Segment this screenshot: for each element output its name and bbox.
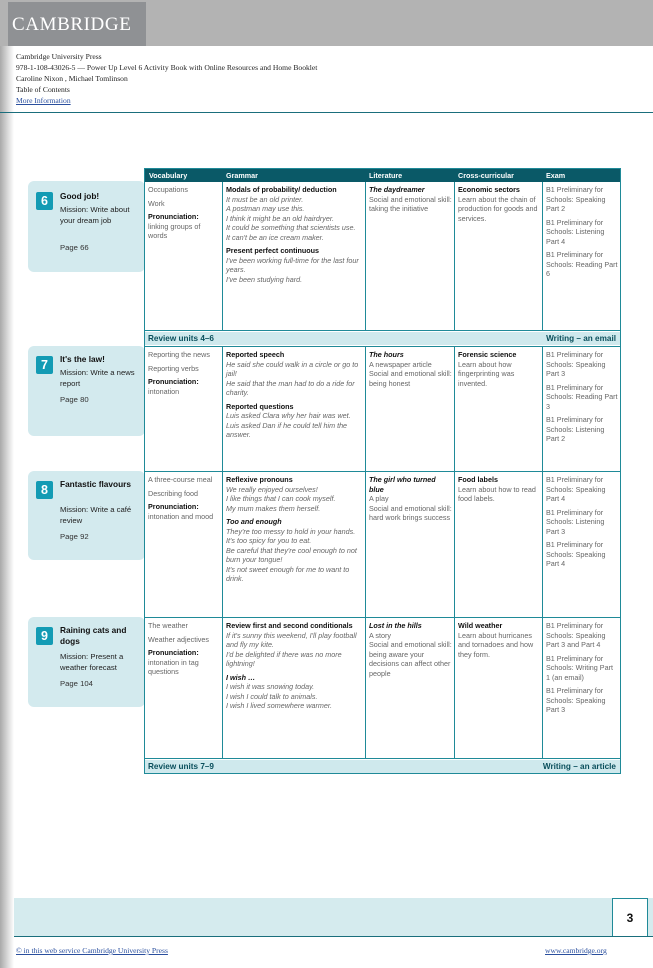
grammar-example: I like things that I can cook myself. [226,494,336,503]
col-line [542,182,543,330]
grammar-example: I wish it was snowing today. [226,682,315,691]
exam-item: B1 Preliminary for Schools: Listening Part 2 [546,415,605,443]
pronunciation-label: Pronunciation: [148,648,199,657]
literature-detail: Social and emotional skill: being aware your decisions can affect other people [369,640,452,678]
unit-title: It's the law! [60,354,105,364]
grammar-heading: Too and enough [226,517,282,526]
review-units-label: Review units 4–6 [148,334,214,343]
cross-curricular-cell [458,185,540,223]
cross-curricular-cell [458,350,540,388]
vocab-item: Describing food [148,488,198,498]
pronunciation-value: intonation [148,386,180,396]
row-line [145,758,620,759]
cross-curricular-cell [458,475,540,504]
unit-page: Page 80 [60,395,89,404]
toc-label: Table of Contents [16,85,70,94]
unit-box-7 [28,346,145,436]
vocab-item: The weather [148,621,188,630]
exam-item: B1 Preliminary for Schools: Listening Part 4 [546,217,605,246]
literature-detail: Social and emotional skill: taking the initiative [369,194,452,213]
row-line [145,471,620,472]
grammar-example: It's too spicy for you to eat. [226,536,312,545]
grammar-example: My mum makes them herself. [226,503,321,513]
vocabulary-cell [148,475,220,521]
pronunciation-label: Pronunciation: [148,502,199,511]
divider [14,936,653,937]
row-line [145,330,620,331]
unit-number: 7 [36,356,53,374]
literature-title: The girl who turned blue [369,475,436,494]
literature-detail: A story [369,630,391,640]
exam-item: B1 Preliminary for Schools: Speaking Part 2 [546,185,606,213]
exam-cell [546,185,618,279]
grammar-example: It must be an old printer. [226,194,304,204]
exam-item: B1 Preliminary for Schools: Reading Part 6 [546,250,618,278]
grammar-cell [226,350,362,440]
grammar-example: Luis asked Clara why her hair was wet. [226,411,351,420]
cross-curricular-title: Economic sectors [458,185,520,194]
unit-number: 6 [36,192,53,210]
grammar-example: I've been studying hard. [226,274,303,284]
literature-cell [369,621,452,678]
grammar-example: I think it might be an old hairdryer. [226,213,334,223]
grammar-example: It's not sweet enough for me to want to drink. [226,564,350,583]
col-header-vocabulary: Vocabulary [145,169,222,182]
grammar-example: I wish I lived somewhere warmer. [226,701,332,710]
unit-mission: Mission: Write about your dream job [60,205,130,225]
page-edge-shadow [0,0,14,968]
exam-item: B1 Preliminary for Schools: Writing Part 1 (an email) [546,653,613,682]
unit-number: 9 [36,627,53,645]
cross-curricular-detail: Learn about how fingerprinting was invented. [458,359,515,388]
row-line [145,346,620,347]
unit-number: 8 [36,481,53,499]
exam-cell [546,621,618,715]
vocab-item: Reporting verbs [148,363,199,373]
vocab-item: Work [148,198,165,208]
literature-detail: A play [369,494,389,503]
review-row-7-9 [145,760,620,773]
cross-curricular-detail: Learn about the chain of production for goods and services. [458,194,538,223]
exam-item: B1 Preliminary for Schools: Speaking Part 4 [546,540,606,568]
grammar-heading: Reported questions [226,401,294,411]
unit-title: Raining cats and dogs [60,625,127,646]
grammar-example: We really enjoyed ourselves! [226,484,318,494]
pronunciation-value: intonation and mood [148,511,214,521]
grammar-heading: Reflexive pronouns [226,475,293,484]
review-writing-label: Writing – an article [542,762,616,771]
unit-title: Fantastic flavours [60,479,132,489]
copyright-link[interactable]: © in this web service Cambridge University Press [16,946,168,955]
unit-page: Page 104 [60,679,93,688]
vocabulary-cell [148,621,220,677]
grammar-example: He said that the man had to do a ride for charity. [226,378,355,397]
more-information-link[interactable]: More Information [16,96,71,105]
grammar-cell [226,185,362,284]
header-bar [0,0,653,46]
cross-curricular-title: Wild weather [458,621,503,630]
literature-title: The hours [369,350,404,359]
grammar-heading: Reported speech [226,350,285,359]
unit-page: Page 66 [60,243,89,252]
unit-box-8 [28,471,145,560]
review-writing-label: Writing – an email [546,334,616,343]
book-metadata [16,51,317,106]
website-link[interactable]: www.cambridge.org [545,946,607,955]
col-line [222,182,223,330]
grammar-example: Be careful that they're cool enough to not burn your tongue! [226,545,357,564]
col-line [365,182,366,330]
authors: Caroline Nixon , Michael Tomlinson [16,74,128,83]
vocab-item: Weather adjectives [148,634,209,644]
review-units-label: Review units 7–9 [148,762,214,771]
grammar-cell [226,621,362,711]
cambridge-logo: CAMBRIDGE [12,14,132,35]
literature-cell [369,185,452,214]
grammar-example: It can't be an ice cream maker. [226,232,324,242]
exam-item: B1 Preliminary for Schools: Speaking Part 3 [546,686,606,714]
pronunciation-value: intonation in tag questions [148,657,199,676]
col-header-cross-curricular: Cross-curricular [454,169,542,182]
literature-cell [369,350,452,388]
grammar-example: It could be something that scientists use. [226,223,356,232]
unit-title: Good job! [60,191,100,201]
page-number: 3 [612,898,648,936]
grammar-heading: I wish … [226,672,256,682]
grammar-example: He said she could walk in a circle or go to jail! [226,359,359,378]
cross-curricular-title: Food labels [458,475,498,484]
exam-item: B1 Preliminary for Schools: Reading Part 3 [546,382,618,411]
col-line [542,347,543,758]
grammar-heading: Present perfect continuous [226,246,320,255]
literature-title: The daydreamer [369,185,425,194]
col-line [365,347,366,758]
cross-curricular-detail: Learn about how to read food labels. [458,484,536,503]
literature-title: Lost in the hills [369,621,422,630]
pronunciation-label: Pronunciation: [148,377,199,386]
vocabulary-cell [148,350,220,396]
vocab-item: Reporting the news [148,350,210,359]
grammar-example: I'd be delighted if there was no more lightning! [226,649,342,668]
cross-curricular-title: Forensic science [458,350,517,359]
isbn-title: 978-1-108-43026-5 — Power Up Level 6 Activity Book with Online Resources and Home Booklet [16,63,318,72]
grammar-example: A postman may use this. [226,204,305,213]
literature-detail: Social and emotional skill: hard work brings success [369,503,452,522]
unit-page: Page 92 [60,532,89,541]
publisher: Cambridge University Press [16,52,102,61]
cross-curricular-cell [458,621,540,659]
unit-mission: Mission: Write a café review [60,505,132,525]
col-line [222,347,223,758]
grammar-heading: Review first and second conditionals [226,621,353,630]
pronunciation-label: Pronunciation: [148,212,199,221]
grammar-example: I've been working full-time for the last four years. [226,255,359,274]
grammar-example: I wish I could talk to animals. [226,691,318,701]
divider [0,112,653,113]
exam-cell [546,350,618,444]
footer-band [14,898,653,936]
col-header-grammar: Grammar [222,169,365,182]
contents-table [144,168,621,774]
unit-box-6 [28,181,145,272]
pronunciation-value: linking groups of words [148,221,201,240]
col-header-exam: Exam [542,169,620,182]
grammar-example: Luis asked Dan if he could tell him the answer. [226,420,348,439]
review-row-4-6 [145,332,620,345]
literature-detail: Social and emotional skill: being honest [369,369,452,388]
col-line [454,182,455,330]
exam-item: B1 Preliminary for Schools: Speaking Part 4 [546,475,606,503]
unit-mission: Mission: Present a weather forecast [60,652,124,672]
exam-item: B1 Preliminary for Schools: Speaking Part 3 [546,350,606,378]
vocabulary-cell [148,185,220,241]
col-line [454,347,455,758]
cross-curricular-detail: Learn about hurricanes and tornadoes and how they form. [458,630,534,659]
grammar-example: If it's sunny this weekend, I'll play football and fly my kite. [226,630,357,649]
unit-mission: Mission: Write a news report [60,368,135,388]
unit-box-9 [28,617,145,707]
grammar-example: They're too messy to hold in your hands. [226,526,356,536]
grammar-cell [226,475,362,584]
exam-item: B1 Preliminary for Schools: Listening Part 3 [546,507,605,536]
vocab-item: A three-course meal [148,475,213,484]
col-header-literature: Literature [365,169,454,182]
exam-item: B1 Preliminary for Schools: Speaking Part 3 and Part 4 [546,621,606,649]
literature-detail: A newspaper article [369,359,432,369]
row-line [145,617,620,618]
grammar-heading: Modals of probability/ deduction [226,185,337,194]
vocab-item: Occupations [148,185,188,194]
exam-cell [546,475,618,569]
literature-cell [369,475,452,523]
